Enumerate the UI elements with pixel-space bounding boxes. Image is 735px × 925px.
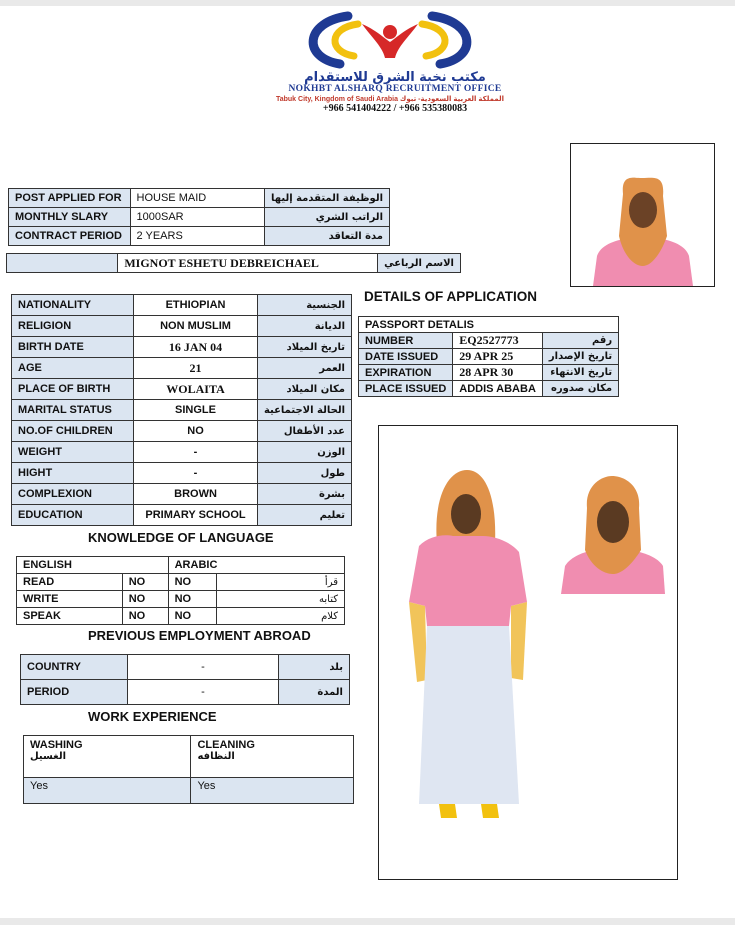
contract-label-ar: مدة التعاقد [264,227,389,246]
marital-status-value: SINGLE [134,400,258,421]
washing-label: WASHING [30,739,83,751]
education-value: PRIMARY SCHOOL [134,505,258,526]
education-label: EDUCATION [12,505,134,526]
english-column-header: ENGLISH [17,557,169,574]
table-row [24,778,354,804]
nationality-label: NATIONALITY [12,295,134,316]
work-heading: WORK EXPERIENCE [88,709,217,724]
figure-skirt [419,626,519,804]
contract-label: CONTRACT PERIOD [9,227,131,246]
name-blank-cell [7,254,118,273]
religion-label: RELIGION [12,316,134,337]
place-issued-value: ADDIS ABABA [453,381,543,397]
education-label-ar: تعليم [257,505,351,526]
nationality-label-ar: الجنسية [257,295,351,316]
post-label-ar: الوظيفة المتقدمة إليها [264,189,389,208]
place-of-birth-label-ar: مكان الميلاد [257,379,351,400]
read-english-value: NO [122,574,168,591]
passport-table [358,316,619,397]
religion-value: NON MUSLIM [134,316,258,337]
expiration-label: EXPIRATION [359,365,453,381]
table-row [12,379,352,400]
language-table [16,556,345,625]
children-label: NO.OF CHILDREN [12,421,134,442]
contract-value: 2 YEARS [130,227,264,246]
logo-yellow-arc-left [335,24,358,56]
read-arabic-value: NO [168,574,216,591]
complexion-label: COMPLEXION [12,484,134,505]
weight-label: WEIGHT [12,442,134,463]
office-logo [300,8,480,72]
post-label: POST APPLIED FOR [9,189,131,208]
passport-number-value: EQ2527773 [453,333,543,349]
arabic-column-header: ARABIC [168,557,344,574]
logo-blue-arc-left [313,16,348,64]
full-body-photo [379,426,677,879]
height-label: HIGHT [12,463,134,484]
table-row [359,333,619,349]
country-value: - [127,655,278,680]
table-row [9,208,390,227]
age-label-ar: العمر [257,358,351,379]
logo-head [383,25,397,39]
washing-label-ar: الغسيل [30,751,67,762]
table-row [12,442,352,463]
write-english-value: NO [122,591,168,608]
salary-label: MONTHLY SLARY [9,208,131,227]
full-name-value: MIGNOT ESHETU DEBREICHAEL [118,254,378,273]
weight-value: - [134,442,258,463]
employment-table [20,654,350,705]
place-of-birth-value: WOLAITA [134,379,258,400]
children-value: NO [134,421,258,442]
table-row [17,574,345,591]
washing-value: Yes [24,778,191,804]
table-row [24,736,354,778]
face [629,192,657,228]
figure-face [451,494,481,534]
table-row [21,655,350,680]
table-row [12,337,352,358]
full-name-label-ar: الاسم الرباعي [377,254,460,273]
table-row [17,608,345,625]
table-row [359,365,619,381]
cleaning-value: Yes [191,778,354,804]
washing-cell [24,736,191,778]
table-row [12,316,352,337]
nationality-value: ETHIOPIAN [134,295,258,316]
date-issued-label-ar: تاريخ الإصدار [542,349,618,365]
table-row [359,317,619,333]
speak-label: SPEAK [17,608,123,625]
table-row [9,227,390,246]
table-row [359,381,619,397]
passport-number-label: NUMBER [359,333,453,349]
table-row [359,349,619,365]
height-value: - [134,463,258,484]
employment-heading: PREVIOUS EMPLOYMENT ABROAD [88,628,311,643]
name-table [6,253,461,273]
weight-label-ar: الوزن [257,442,351,463]
expiration-value: 28 APR 30 [453,365,543,381]
table-row [12,295,352,316]
period-label-ar: المدة [279,680,350,705]
office-name-english: NOKHBT ALSHARQ RECRUITMENT OFFICE [288,84,502,94]
read-label: READ [17,574,123,591]
passport-photo-frame [570,143,715,287]
cleaning-label: CLEANING [197,739,255,751]
table-row [12,400,352,421]
bottom-border-strip [0,918,735,925]
birth-date-label: BIRTH DATE [12,337,134,358]
personal-details-table [11,294,352,526]
speak-arabic-value: NO [168,608,216,625]
marital-status-label: MARITAL STATUS [12,400,134,421]
complexion-label-ar: بشرة [257,484,351,505]
table-row [7,254,461,273]
table-row [17,591,345,608]
place-of-birth-label: PLACE OF BIRTH [12,379,134,400]
birth-date-label-ar: تاريخ الميلاد [257,337,351,358]
religion-label-ar: الديانة [257,316,351,337]
passport-title: PASSPORT DETALIS [359,317,619,333]
marital-status-label-ar: الحالة الاجتماعية [257,400,351,421]
top-border-strip [0,0,735,6]
place-issued-label-ar: مكان صدوره [542,381,618,397]
place-issued-label: PLACE ISSUED [359,381,453,397]
language-heading: KNOWLEDGE OF LANGUAGE [88,530,274,545]
table-row [12,421,352,442]
period-label: PERIOD [21,680,128,705]
table-row [21,680,350,705]
details-heading: DETAILS OF APPLICATION [364,289,537,304]
passport-photo [571,144,714,286]
post-table [8,188,390,246]
speak-english-value: NO [122,608,168,625]
cleaning-label-ar: النظافه [197,751,235,762]
full-body-photo-frame [378,425,678,880]
office-phone: +966 541404222 / +966 535380083 [322,103,468,114]
logo-blue-arc-right [432,16,467,64]
date-issued-label: DATE ISSUED [359,349,453,365]
age-label: AGE [12,358,134,379]
table-row [17,557,345,574]
age-value: 21 [134,358,258,379]
table-row [12,358,352,379]
write-label: WRITE [17,591,123,608]
cleaning-cell [191,736,354,778]
office-name-arabic: مكتب نخبة الشرق للاستقدام [304,70,486,85]
table-row [12,484,352,505]
salary-label-ar: الراتب الشري [264,208,389,227]
work-experience-table [23,735,354,804]
complexion-value: BROWN [134,484,258,505]
country-label: COUNTRY [21,655,128,680]
country-label-ar: بلد [279,655,350,680]
table-row [9,189,390,208]
expiration-label-ar: تاريخ الانتهاء [542,365,618,381]
post-value: HOUSE MAID [130,189,264,208]
table-row [12,505,352,526]
period-value: - [127,680,278,705]
birth-date-value: 16 JAN 04 [134,337,258,358]
figure-pink-top [409,535,527,626]
table-row [12,463,352,484]
date-issued-value: 29 APR 25 [453,349,543,365]
read-label-ar: قرأ [216,574,345,591]
speak-label-ar: كلام [216,608,345,625]
height-label-ar: طول [257,463,351,484]
office-address: Tabuk City, Kingdom of Saudi Arabia المملكة العربية السعودية- تبوك [275,96,504,103]
passport-number-label-ar: رقم [542,333,618,349]
write-label-ar: كتابه [216,591,345,608]
logo-yellow-arc-right [422,24,445,56]
write-arabic-value: NO [168,591,216,608]
salary-value: 1000SAR [130,208,264,227]
children-label-ar: عدد الأطفال [257,421,351,442]
